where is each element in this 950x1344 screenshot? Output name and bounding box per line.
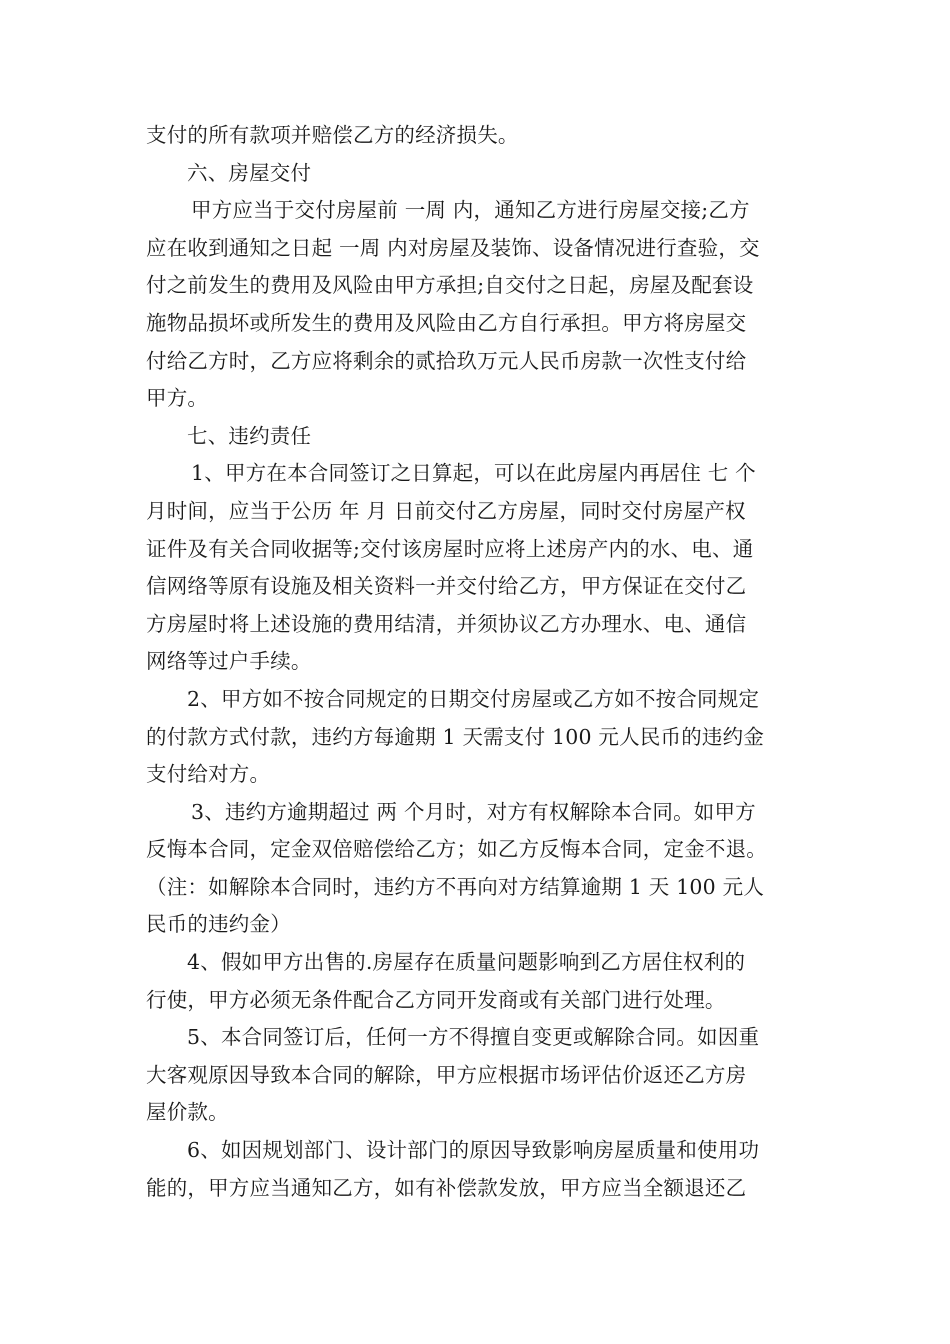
text-line: 能的，甲方应当通知乙方，如有补偿款发放，甲方应当全额退还乙 bbox=[146, 1175, 747, 1200]
section-heading: 七、违约责任 bbox=[187, 423, 312, 448]
text-line: 大客观原因导致本合同的解除，甲方应根据市场评估价返还乙方房 bbox=[146, 1062, 747, 1087]
document-body bbox=[146, 117, 818, 1207]
text-line: 网络等过户手续。 bbox=[146, 649, 312, 674]
text-line: 证件及有关合同收据等;交付该房屋时应将上述房产内的水、电、通 bbox=[146, 536, 754, 561]
text-line: 3、违约方逾期超过 两 个月时，对方有权解除本合同。如甲方 bbox=[191, 799, 756, 824]
text-line: 5、本合同签订后，任何一方不得擅自变更或解除合同。如因重 bbox=[187, 1025, 760, 1050]
text-line: 的付款方式付款，违约方每逾期 1 天需支付 100 元人民币的违约金 bbox=[146, 724, 765, 749]
text-line: 施物品损坏或所发生的费用及风险由乙方自行承担。甲方将房屋交 bbox=[146, 310, 747, 335]
text-line: 4、假如甲方出售的.房屋存在质量问题影响到乙方居住权利的 bbox=[187, 950, 746, 975]
text-line: 方房屋时将上述设施的费用结清，并须协议乙方办理水、电、通信 bbox=[146, 611, 747, 636]
text-line: 月时间，应当于公历 年 月 日前交付乙方房屋，同时交付房屋产权 bbox=[146, 498, 746, 523]
section-heading: 六、房屋交付 bbox=[187, 160, 312, 185]
text-line: 付给乙方时，乙方应将剩余的贰拾玖万元人民币房款一次性支付给 bbox=[146, 348, 747, 373]
text-line: 付之前发生的费用及风险由甲方承担;自交付之日起，房屋及配套设 bbox=[146, 273, 754, 298]
text-line: 6、如因规划部门、设计部门的原因导致影响房屋质量和使用功 bbox=[187, 1138, 760, 1163]
text-line: （注：如解除本合同时，违约方不再向对方结算逾期 1 天 100 元人 bbox=[146, 874, 765, 899]
text-line: 信网络等原有设施及相关资料一并交付给乙方，甲方保证在交付乙 bbox=[146, 574, 747, 599]
text-line: 行使，甲方必须无条件配合乙方同开发商或有关部门进行处理。 bbox=[146, 987, 726, 1012]
text-line: 应在收到通知之日起 一周 内对房屋及装饰、设备情况进行查验，交 bbox=[146, 235, 760, 260]
text-line: 支付给对方。 bbox=[146, 762, 271, 787]
text-line: 1、甲方在本合同签订之日算起，可以在此房屋内再居住 七 个 bbox=[191, 461, 756, 486]
text-line: 屋价款。 bbox=[146, 1100, 229, 1125]
text-line: 反悔本合同，定金双倍赔偿给乙方；如乙方反悔本合同，定金不退。 bbox=[146, 837, 767, 862]
text-line: 2、甲方如不按合同规定的日期交付房屋或乙方如不按合同规定 bbox=[187, 686, 760, 711]
text-line: 民币的违约金） bbox=[146, 912, 291, 937]
text-line: 甲方应当于交付房屋前 一周 内，通知乙方进行房屋交接;乙方 bbox=[191, 198, 750, 223]
text-line: 甲方。 bbox=[146, 386, 209, 411]
text-line: 支付的所有款项并赔偿乙方的经济损失。 bbox=[146, 123, 519, 147]
